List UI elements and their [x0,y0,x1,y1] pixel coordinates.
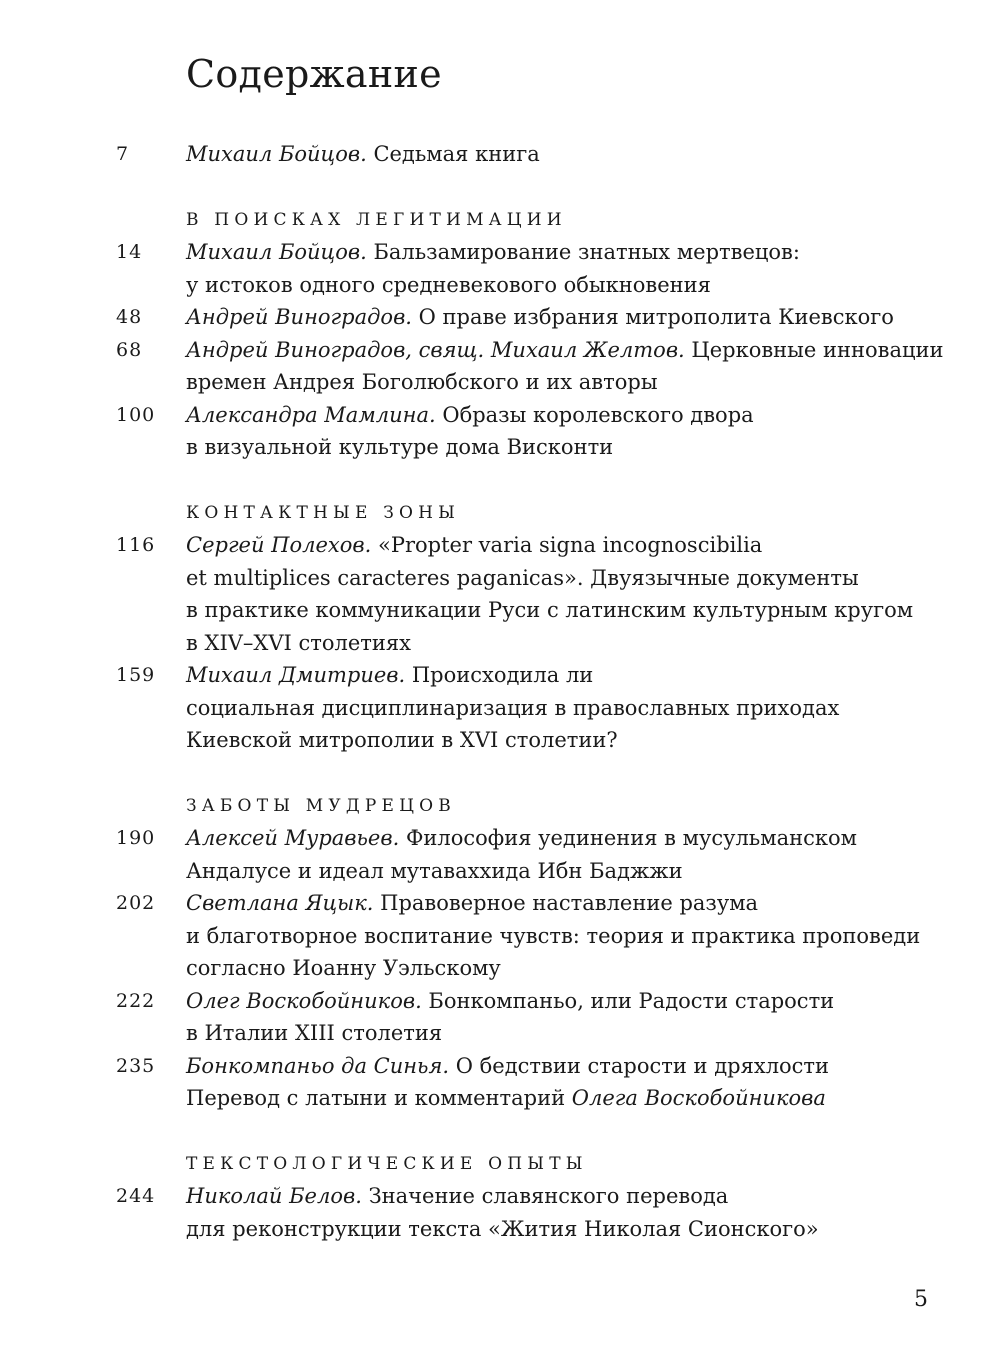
toc-author: Николай Белов. [186,1184,362,1208]
toc-entry-lines [186,529,1000,659]
toc-title-text: Седьмая книга [366,142,540,166]
toc-author: Бонкомпаньо да Синья. [186,1053,450,1078]
toc-title-text: О праве избрания митрополита Киевского [411,305,894,329]
toc-entry [0,1180,1000,1245]
toc-author: Олега Воскобойникова [571,1086,826,1110]
toc-title-text: Философия уединения в мусульманском [399,826,857,850]
toc-entry [0,659,1000,757]
toc-section-title: В ПОИСКАХ ЛЕГИТИМАЦИИ [186,209,567,230]
toc-entry [0,236,1000,301]
toc-entry-lines [186,236,1000,301]
toc-title-text: в Италии XIII столетия [186,1021,443,1045]
toc-entry-line [186,1180,1000,1213]
toc-entry [0,399,1000,464]
toc-entry-lines [186,1180,1000,1245]
toc-entry-lines [186,1050,1000,1115]
toc-page-number: 7 [116,143,130,165]
toc-entry-lines [186,399,1000,464]
toc-author: Михаил Дмитриев. [186,663,406,687]
toc-entry-lines [186,822,1000,887]
toc-entry-line [186,1213,1000,1246]
toc-entry-line [186,692,1000,725]
toc-entry-line [186,985,1000,1018]
toc-entry-line [186,920,1000,953]
toc-page-number: 14 [116,241,143,263]
toc-title-text: согласно Иоанну Уэльскому [186,956,501,980]
toc-title-text: Значение славянского перевода [361,1184,729,1208]
toc-entry-line [186,562,1000,595]
toc-title-text: Перевод с латыни и комментарий [186,1086,572,1110]
toc-author: Михаил Бойцов. [186,240,367,264]
toc-entry-line [186,952,1000,985]
toc-title-text: «Propter varia signa incognoscibilia [371,533,763,557]
toc-entry-intro [0,138,1000,171]
toc-entry-line [186,366,1000,399]
toc-entry [0,985,1000,1050]
toc-title-text: Киевской митрополии в XVI столетии? [186,728,618,752]
toc-entry-line [186,887,1000,920]
toc-page-number: 159 [116,664,156,686]
toc-title-text: О бедствии старости и дряхлости [449,1053,830,1078]
toc-entry [0,1050,1000,1115]
toc-author: Михаил Бойцов. [186,142,367,166]
toc-entry [0,301,1000,334]
toc-entry-line [186,1017,1000,1050]
toc-sections [0,204,1000,1246]
toc-author: Олег Воскобойников. [186,988,422,1013]
toc-entry-line [186,301,1000,334]
toc-entry-line [186,399,1000,432]
toc-page-number: 116 [116,534,156,556]
toc-section-title: ТЕКСТОЛОГИЧЕСКИЕ ОПЫТЫ [186,1153,588,1174]
toc-entry-line [186,594,1000,627]
toc-page-number: 222 [116,989,156,1012]
toc-entry-line [186,236,1000,269]
toc-entry-lines [186,887,1000,985]
toc-entry-line [186,529,1000,562]
toc-page-number: 235 [116,1054,156,1077]
toc-title-text: времен Андрея Боголюбского и их авторы [186,370,658,394]
toc-author: Сергей Полехов. [186,533,372,557]
toc-entry [0,529,1000,659]
toc-entry-line [186,659,1000,692]
toc-title-text: Образы королевского двора [435,402,754,427]
toc-title-text: Правоверное наставление разума [373,891,759,915]
toc-entry-line [186,269,1000,302]
toc-title-text: Андалусе и идеал мутаваххида Ибн Баджжи [186,858,683,883]
toc-entry-lines [186,985,1000,1050]
toc-entry-lines [186,334,1000,399]
toc-author: Алексей Муравьев. [186,826,400,850]
toc-title-text: в визуальной культуре дома Висконти [186,435,614,459]
toc-entry-line [186,627,1000,660]
toc-title-text: у истоков одного средневекового обыкновения [186,272,711,297]
toc-title-text: Церковные инновации [684,337,944,362]
toc-entry [0,887,1000,985]
toc-entry-line [186,724,1000,757]
toc-page-number: 48 [116,306,143,328]
toc-page-number: 68 [116,338,143,361]
toc-page-number: 190 [116,827,156,849]
toc-title-text: et multiplices caracteres paganicas». Двуязычные документы [186,565,859,590]
toc-title-text: социальная дисциплинаризация в православных приходах [186,695,840,720]
toc-entry-lines [186,301,1000,334]
toc-entry-line [186,1082,1000,1115]
toc-entry-lines [186,138,1000,171]
toc-page-number: 202 [116,892,156,914]
toc-title-text: Бонкомпаньо, или Радости старости [421,988,835,1013]
page-title: Содержание [186,52,442,96]
toc-page-number: 100 [116,403,156,426]
toc-entry-line [186,822,1000,855]
toc-entry-line [186,334,1000,367]
toc-title-text: Происходила ли [405,663,594,687]
toc-section-title: ЗАБОТЫ МУДРЕЦОВ [186,795,456,816]
toc-entry-line [186,1050,1000,1083]
toc-entry-lines [186,659,1000,757]
toc-entry-line [186,431,1000,464]
toc-page-number: 244 [116,1185,156,1207]
table-of-contents [0,138,1000,1245]
toc-title-text: для реконструкции текста «Жития Николая Сионского» [186,1216,819,1241]
toc-author: Андрей Виноградов. [186,305,412,329]
toc-entry [0,334,1000,399]
toc-title-text: и благотворное воспитание чувств: теория и практика проповеди [186,923,921,948]
toc-title-text: в практике коммуникации Руси с латинским культурным кругом [186,598,914,622]
toc-entry [0,822,1000,887]
toc-title-text: в XIV–XVI столетиях [186,630,411,655]
toc-entry-line [186,138,1000,171]
toc-author: Светлана Яцык. [186,891,374,915]
page-folio: 5 [914,1287,928,1312]
toc-author: Андрей Виноградов, свящ. Михаил Желтов. [186,337,685,362]
toc-title-text: Бальзамирование знатных мертвецов: [366,240,800,264]
toc-section-title: КОНТАКТНЫЕ ЗОНЫ [186,502,461,523]
toc-entry-line [186,855,1000,888]
toc-author: Александра Мамлина. [186,402,436,427]
